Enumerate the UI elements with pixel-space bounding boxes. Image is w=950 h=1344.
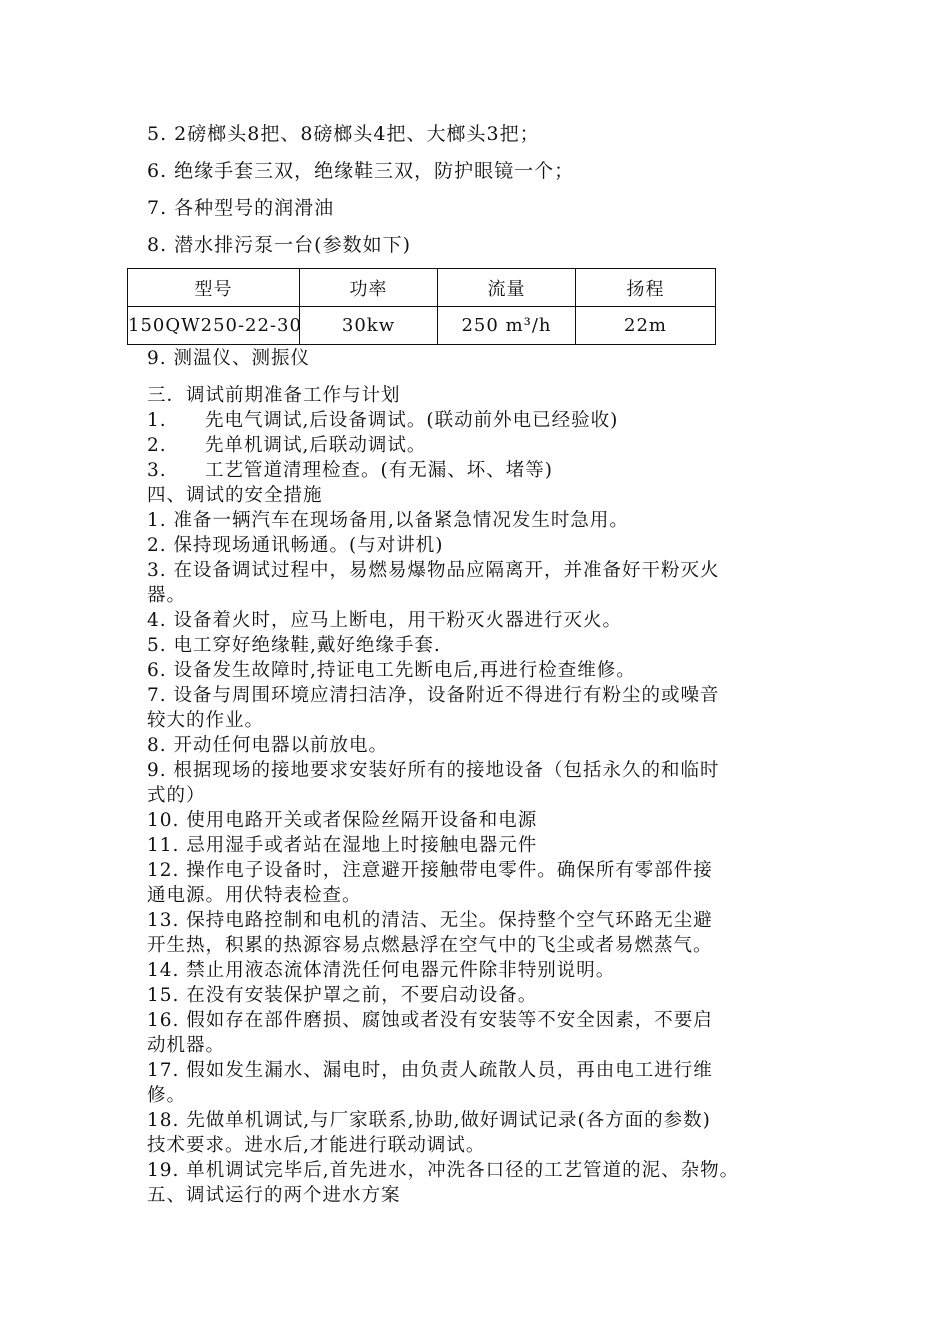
list-item: 较大的作业。	[147, 710, 265, 731]
list-item: 16. 假如存在部件磨损、腐蚀或者没有安装等不安全因素，不要启	[147, 1010, 713, 1031]
list-item: 12. 操作电子设备时，注意避开接触带电零件。确保所有零部件接	[147, 860, 713, 881]
item-text: 先单机调试,后联动调试。	[205, 435, 427, 456]
list-item: 4. 设备着火时，应马上断电，用干粉灭火器进行灭火。	[147, 610, 623, 631]
list-item: 1. 准备一辆汽车在现场备用,以备紧急情况发生时急用。	[147, 510, 629, 531]
cell-model: 150QW250-22-30	[128, 307, 300, 345]
list-item: 技术要求。进水后,才能进行联动调试。	[147, 1135, 486, 1156]
list-item	[147, 408, 827, 433]
table-row	[128, 307, 716, 345]
list-item: 15. 在没有安装保护罩之前，不要启动设备。	[147, 985, 538, 1006]
list-item: 19. 单机调试完毕后,首先进水，冲洗各口径的工艺管道的泥、杂物。	[147, 1160, 740, 1181]
list-item: 5. 2磅榔头8把、8磅榔头4把、大榔头3把；	[147, 123, 540, 145]
list-item: 17. 假如发生漏水、漏电时，由负责人疏散人员，再由电工进行维	[147, 1060, 713, 1081]
list-item: 式的）	[147, 785, 206, 806]
list-item: 6. 绝缘手套三双，绝缘鞋三双，防护眼镜一个；	[147, 160, 575, 182]
list-item: 6. 设备发生故障时,持证电工先断电后,再进行检查维修。	[147, 660, 636, 681]
pump-spec-table	[127, 268, 716, 345]
list-item	[147, 433, 827, 458]
list-item: 7. 设备与周围环境应清扫洁净，设备附近不得进行有粉尘的或噪音	[147, 685, 720, 706]
header-power: 功率	[300, 269, 438, 307]
table-header-row	[128, 269, 716, 307]
equipment-list	[147, 122, 847, 257]
cell-power: 30kw	[300, 307, 438, 345]
list-item: 9. 根据现场的接地要求安装好所有的接地设备（包括永久的和临时	[147, 760, 720, 781]
item-number: 3.	[147, 460, 167, 481]
list-item: 11. 忌用湿手或者站在湿地上时接触电器元件	[147, 835, 538, 856]
list-item: 5. 电工穿好绝缘鞋,戴好绝缘手套.	[147, 635, 441, 656]
list-item: 通电源。用伏特表检查。	[147, 885, 362, 906]
section-heading-3: 三．调试前期准备工作与计划	[147, 385, 401, 406]
list-item: 9. 测温仪、测振仪	[147, 348, 311, 369]
list-item: 8. 开动任何电器以前放电。	[147, 735, 389, 756]
header-model: 型号	[128, 269, 300, 307]
list-item: 2. 保持现场通讯畅通。(与对讲机)	[147, 535, 444, 556]
list-item: 18. 先做单机调试,与厂家联系,协助,做好调试记录(各方面的参数)	[147, 1110, 711, 1131]
list-item	[147, 458, 827, 483]
header-flow: 流量	[438, 269, 576, 307]
cell-flow: 250 m³/h	[438, 307, 576, 345]
list-item: 3. 在设备调试过程中，易燃易爆物品应隔离开，并准备好干粉灭火	[147, 560, 720, 581]
header-head: 扬程	[576, 269, 716, 307]
list-item: 13. 保持电路控制和电机的清洁、无尘。保持整个空气环路无尘避	[147, 910, 713, 931]
section-heading-4: 四、调试的安全措施	[147, 485, 323, 506]
item-number: 2.	[147, 435, 167, 456]
item-text: 工艺管道清理检查。(有无漏、坏、堵等)	[205, 460, 553, 481]
list-item: 器。	[147, 585, 187, 606]
list-item: 修。	[147, 1085, 187, 1106]
item-number: 1.	[147, 410, 167, 431]
cell-head: 22m	[576, 307, 716, 345]
list-item: 14. 禁止用液态流体清洗任何电器元件除非特别说明。	[147, 960, 616, 981]
document-body	[147, 346, 827, 1208]
section-heading-5: 五、调试运行的两个进水方案	[147, 1185, 401, 1206]
list-item: 动机器。	[147, 1035, 226, 1056]
list-item: 10. 使用电路开关或者保险丝隔开设备和电源	[147, 810, 538, 831]
list-item: 开生热，积累的热源容易点燃悬浮在空气中的飞尘或者易燃蒸气。	[147, 935, 713, 956]
item-text: 先电气调试,后设备调试。(联动前外电已经验收)	[205, 410, 619, 431]
list-item: 8. 潜水排污泵一台(参数如下)	[147, 234, 411, 256]
list-item: 7. 各种型号的润滑油	[147, 197, 335, 219]
